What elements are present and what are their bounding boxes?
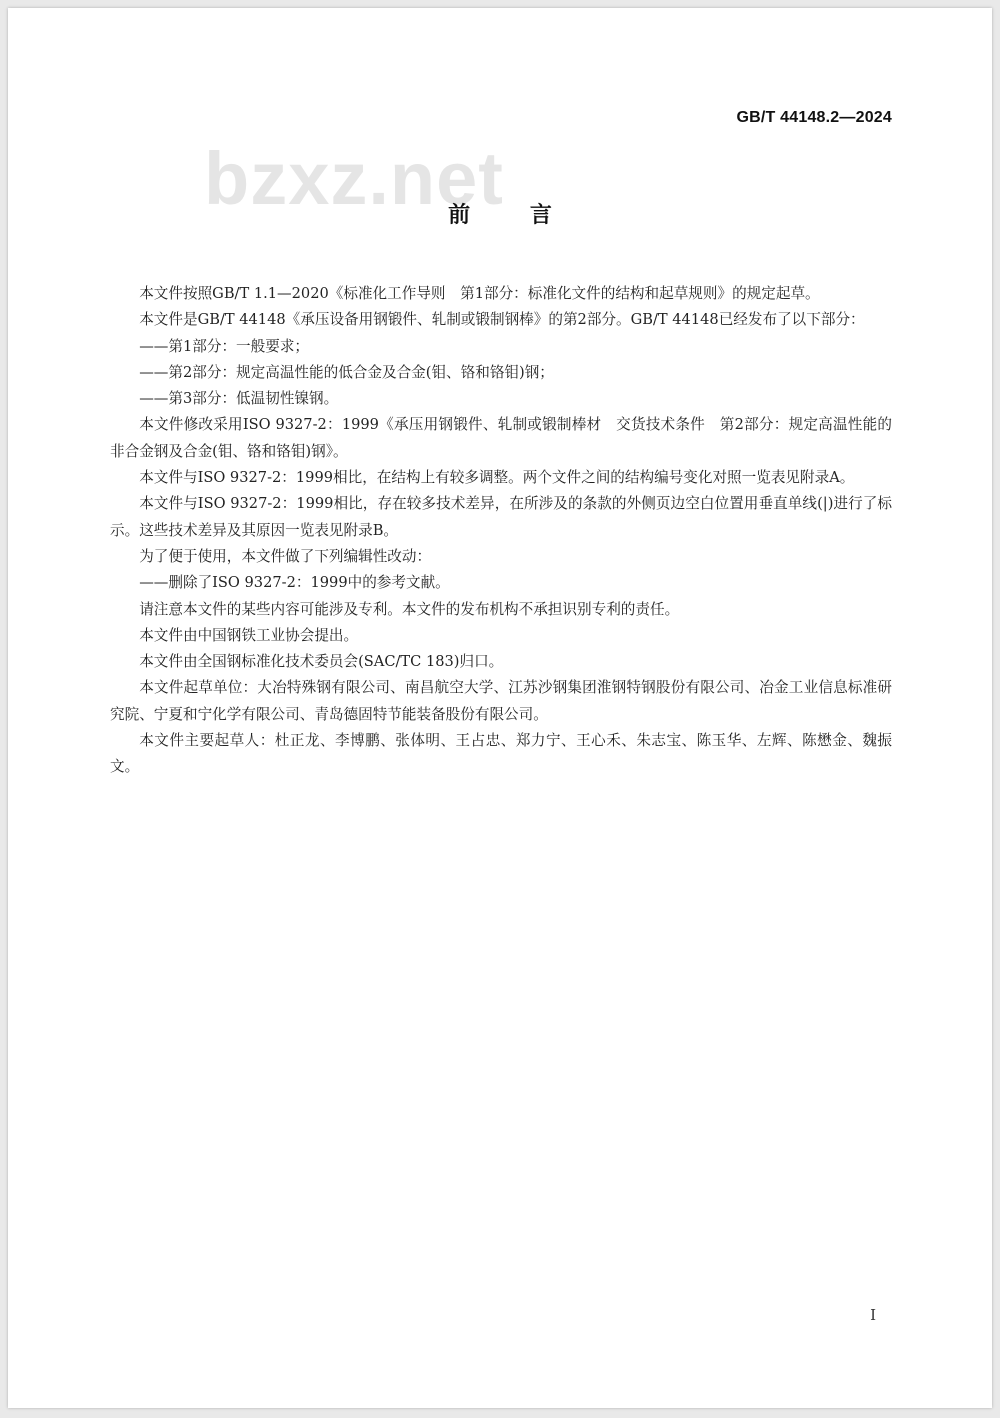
list-item: ——第1部分：一般要求； (139, 337, 310, 355)
paragraph: 本文件按照GB/T 1.1—2020《标准化工作导则 第1部分：标准化文件的结构和起草规则》的规定起草。 (139, 285, 820, 302)
paragraph: 本文件与ISO 9327-2：1999相比，存在较多技术差异，在所涉及的条款的外侧页边空白位置用垂直单线(|)进行了标示。这些技术差异及其原因一览表见附录B。 (110, 495, 892, 539)
paragraph: 为了便于使用，本文件做了下列编辑性改动： (139, 547, 432, 565)
paragraph: 请注意本文件的某些内容可能涉及专利。本文件的发布机构不承担识别专利的责任。 (139, 600, 680, 618)
standard-number: GB/T 44148.2—2024 (736, 109, 892, 126)
foreword-body (110, 281, 892, 781)
paragraph: 本文件由中国钢铁工业协会提出。 (139, 626, 359, 644)
paragraph: 本文件主要起草人：杜正龙、李博鹏、张体明、王占忠、郑力宁、王心禾、朱志宝、陈玉华、左辉、陈懋金、魏振文。 (110, 732, 892, 776)
watermark: bzxz.net (204, 137, 504, 220)
page-title: 前 言 (448, 203, 578, 228)
list-item: ——第2部分：规定高温性能的低合金及合金(钼、铬和铬钼)钢； (139, 363, 554, 381)
paragraph: 本文件由全国钢标准化技术委员会(SAC/TC 183)归口。 (139, 653, 504, 671)
paragraph: 本文件与ISO 9327-2：1999相比，在结构上有较多调整。两个文件之间的结构编号变化对照一览表见附录A。 (139, 469, 855, 487)
document-page (8, 8, 992, 1408)
page-number: I (870, 1306, 876, 1324)
list-item: ——删除了ISO 9327-2：1999中的参考文献。 (139, 574, 450, 592)
list-item: ——第3部分：低温韧性镍钢。 (139, 390, 339, 408)
paragraph: 本文件修改采用ISO 9327-2：1999《承压用钢锻件、轧制或锻制棒材 交货技术条件 第2部分：规定高温性能的非合金钢及合金(钼、铬和铬钼)钢》。 (110, 416, 892, 460)
paragraph: 本文件是GB/T 44148《承压设备用钢锻件、轧制或锻制钢棒》的第2部分。GB/T 44148已经发布了以下部分： (139, 311, 865, 329)
paragraph: 本文件起草单位：大冶特殊钢有限公司、南昌航空大学、江苏沙钢集团淮钢特钢股份有限公司、冶金工业信息标准研究院、宁夏和宁化学有限公司、青岛德固特节能装备股份有限公司。 (110, 679, 892, 723)
